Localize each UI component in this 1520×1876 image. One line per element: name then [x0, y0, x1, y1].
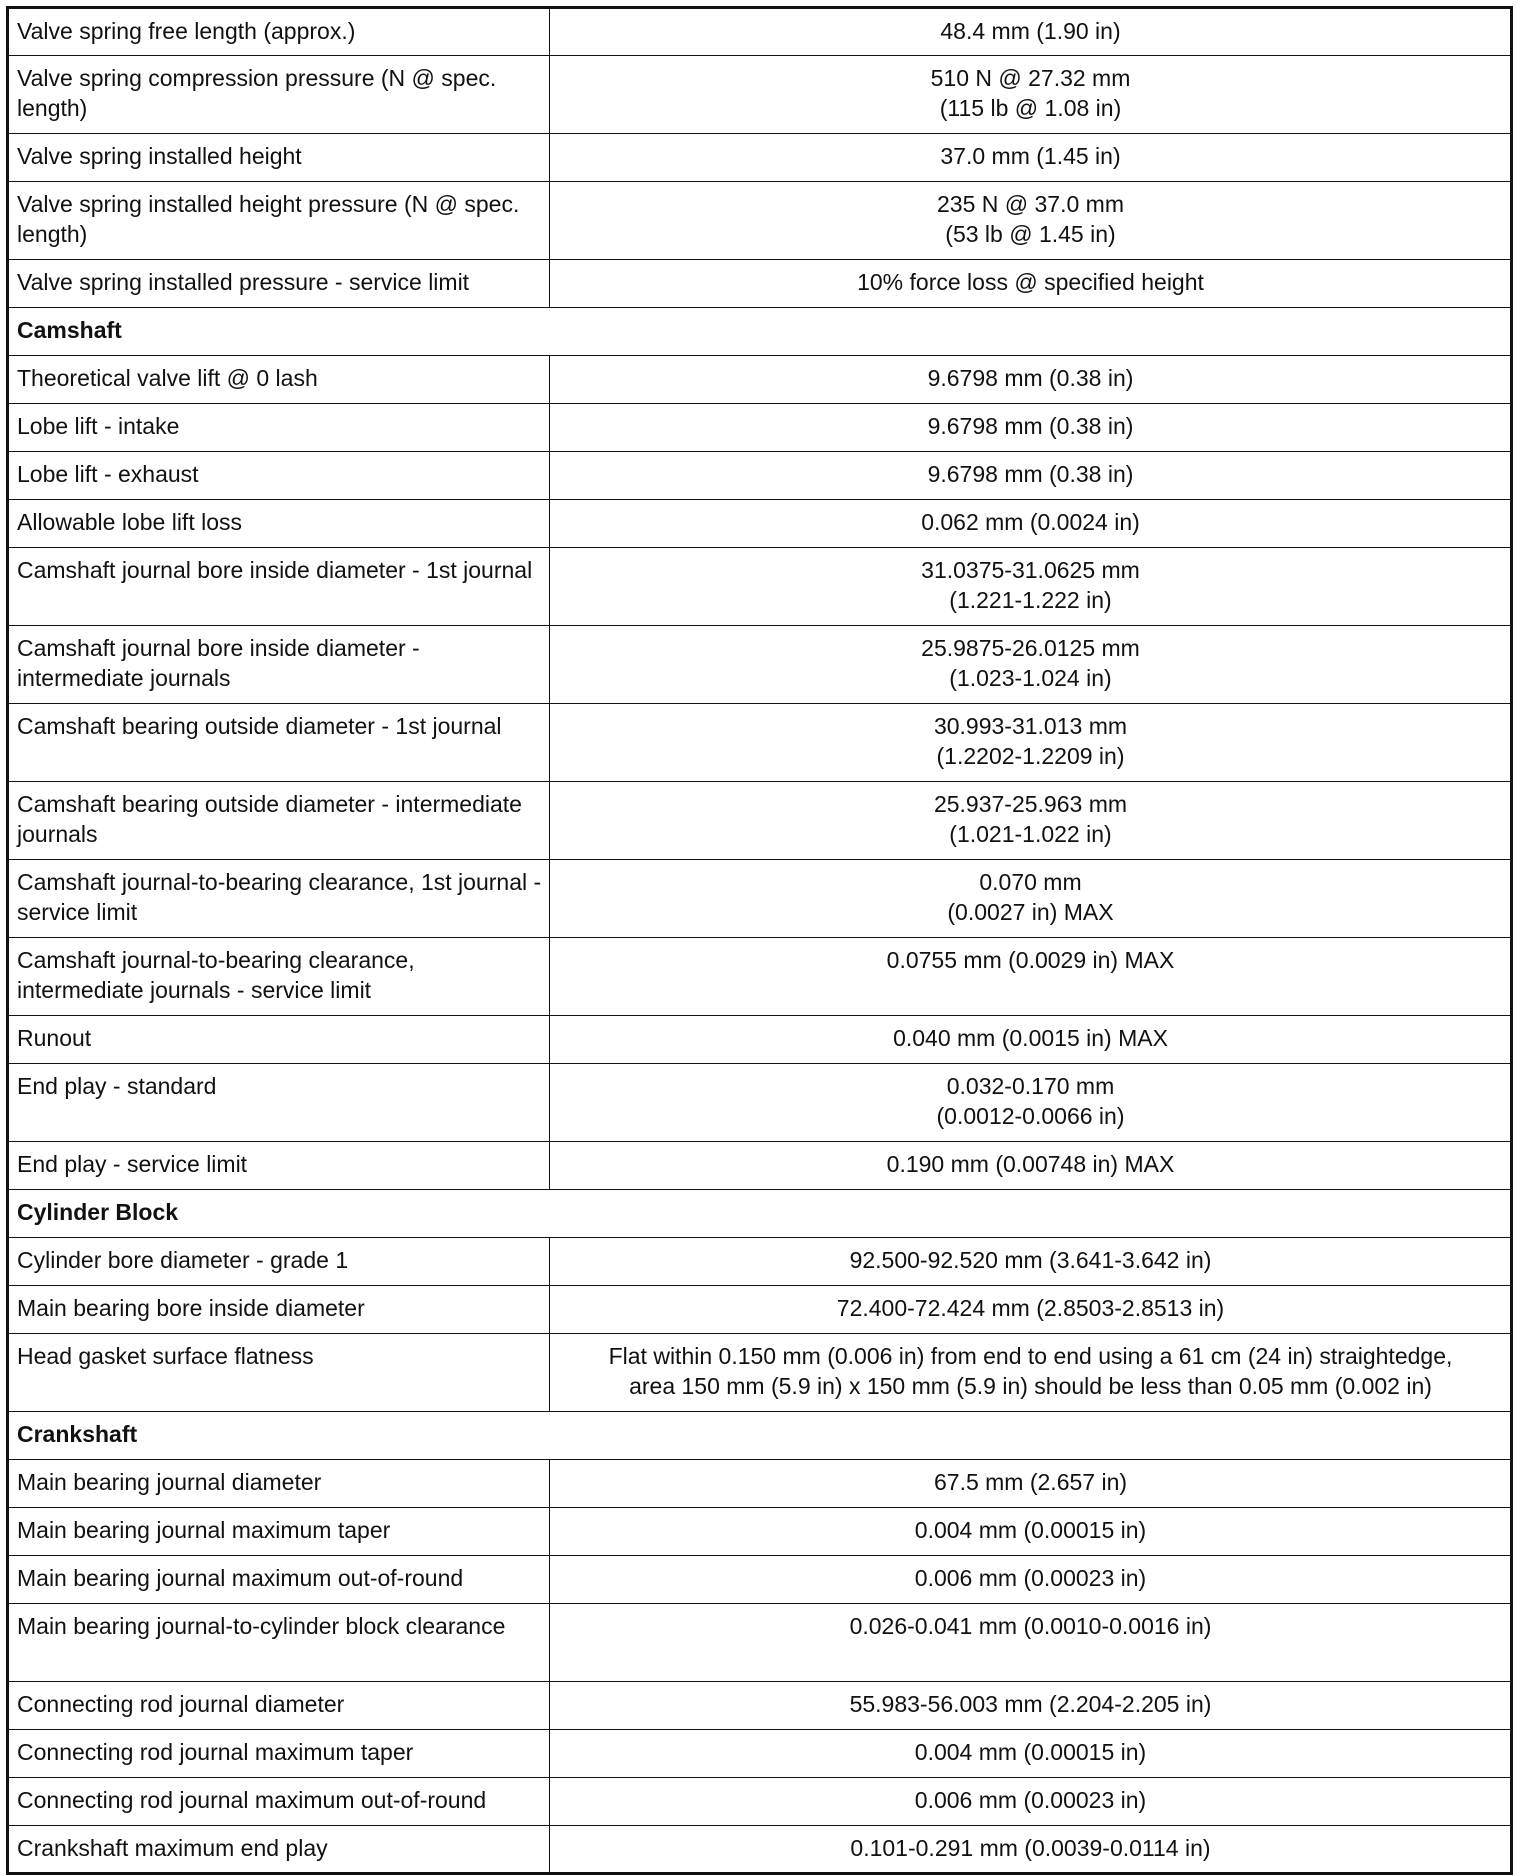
section-header-row [8, 1412, 1512, 1460]
spec-label: Main bearing journal-to-cylinder block clearance [8, 1604, 550, 1682]
spec-label: Lobe lift - exhaust [8, 452, 550, 500]
spec-row [8, 1682, 1512, 1730]
spec-row [8, 260, 1512, 308]
spec-row [8, 356, 1512, 404]
specifications-table-body [8, 8, 1512, 1874]
spec-value: 31.0375-31.0625 mm (1.221-1.222 in) [550, 548, 1512, 626]
spec-value: 0.004 mm (0.00015 in) [550, 1508, 1512, 1556]
spec-value: 30.993-31.013 mm (1.2202-1.2209 in) [550, 704, 1512, 782]
spec-label: Camshaft bearing outside diameter - 1st journal [8, 704, 550, 782]
spec-value: 510 N @ 27.32 mm (115 lb @ 1.08 in) [550, 56, 1512, 134]
spec-label: Main bearing bore inside diameter [8, 1286, 550, 1334]
spec-row [8, 1556, 1512, 1604]
spec-row [8, 500, 1512, 548]
section-header-row [8, 308, 1512, 356]
section-title: Crankshaft [8, 1412, 1512, 1460]
spec-value: 235 N @ 37.0 mm (53 lb @ 1.45 in) [550, 182, 1512, 260]
spec-value: 0.040 mm (0.0015 in) MAX [550, 1016, 1512, 1064]
spec-value: 25.9875-26.0125 mm (1.023-1.024 in) [550, 626, 1512, 704]
spec-row [8, 548, 1512, 626]
spec-label: End play - standard [8, 1064, 550, 1142]
spec-label: Theoretical valve lift @ 0 lash [8, 356, 550, 404]
spec-label: Runout [8, 1016, 550, 1064]
spec-label: Valve spring installed height pressure (N @ spec. length) [8, 182, 550, 260]
spec-value: 55.983-56.003 mm (2.204-2.205 in) [550, 1682, 1512, 1730]
spec-label: Camshaft journal bore inside diameter - 1st journal [8, 548, 550, 626]
spec-label: Allowable lobe lift loss [8, 500, 550, 548]
spec-row [8, 1016, 1512, 1064]
spec-row [8, 1142, 1512, 1190]
spec-value: 0.190 mm (0.00748 in) MAX [550, 1142, 1512, 1190]
spec-value: 72.400-72.424 mm (2.8503-2.8513 in) [550, 1286, 1512, 1334]
spec-label: Valve spring installed pressure - service limit [8, 260, 550, 308]
spec-label: End play - service limit [8, 1142, 550, 1190]
spec-label: Camshaft journal bore inside diameter - intermediate journals [8, 626, 550, 704]
spec-row [8, 1064, 1512, 1142]
spec-value: 9.6798 mm (0.38 in) [550, 452, 1512, 500]
spec-label: Valve spring compression pressure (N @ spec. length) [8, 56, 550, 134]
spec-row [8, 134, 1512, 182]
spec-row [8, 860, 1512, 938]
spec-row [8, 938, 1512, 1016]
spec-value: 10% force loss @ specified height [550, 260, 1512, 308]
spec-label: Cylinder bore diameter - grade 1 [8, 1238, 550, 1286]
spec-row [8, 1238, 1512, 1286]
spec-value: 0.032-0.170 mm (0.0012-0.0066 in) [550, 1064, 1512, 1142]
spec-value: 0.026-0.041 mm (0.0010-0.0016 in) [550, 1604, 1512, 1682]
spec-label: Camshaft bearing outside diameter - intermediate journals [8, 782, 550, 860]
spec-label: Lobe lift - intake [8, 404, 550, 452]
spec-label: Head gasket surface flatness [8, 1334, 550, 1412]
spec-row [8, 56, 1512, 134]
spec-value: 37.0 mm (1.45 in) [550, 134, 1512, 182]
spec-row [8, 782, 1512, 860]
spec-row [8, 1826, 1512, 1874]
spec-label: Camshaft journal-to-bearing clearance, 1st journal - service limit [8, 860, 550, 938]
spec-value: 9.6798 mm (0.38 in) [550, 404, 1512, 452]
specifications-table [6, 6, 1513, 1875]
spec-label: Main bearing journal maximum out-of-round [8, 1556, 550, 1604]
spec-row [8, 1778, 1512, 1826]
spec-value: 9.6798 mm (0.38 in) [550, 356, 1512, 404]
spec-row [8, 1508, 1512, 1556]
spec-value: 25.937-25.963 mm (1.021-1.022 in) [550, 782, 1512, 860]
spec-value: 0.070 mm (0.0027 in) MAX [550, 860, 1512, 938]
spec-label: Connecting rod journal maximum taper [8, 1730, 550, 1778]
spec-label: Connecting rod journal diameter [8, 1682, 550, 1730]
spec-label: Valve spring free length (approx.) [8, 8, 550, 56]
spec-value: 0.006 mm (0.00023 in) [550, 1556, 1512, 1604]
spec-row [8, 452, 1512, 500]
spec-label: Main bearing journal diameter [8, 1460, 550, 1508]
spec-value: 92.500-92.520 mm (3.641-3.642 in) [550, 1238, 1512, 1286]
spec-label: Valve spring installed height [8, 134, 550, 182]
spec-row [8, 626, 1512, 704]
section-header-row [8, 1190, 1512, 1238]
spec-row [8, 704, 1512, 782]
spec-row [8, 8, 1512, 56]
spec-value: Flat within 0.150 mm (0.006 in) from end to end using a 61 cm (24 in) straightedge, area 150 mm (5.9 in) x 150 mm (5.9 in) should be less than 0.05 mm (0.002 in) [550, 1334, 1512, 1412]
spec-row [8, 1604, 1512, 1682]
spec-row [8, 1460, 1512, 1508]
spec-value: 67.5 mm (2.657 in) [550, 1460, 1512, 1508]
spec-label: Camshaft journal-to-bearing clearance, intermediate journals - service limit [8, 938, 550, 1016]
section-title: Camshaft [8, 308, 1512, 356]
spec-label: Connecting rod journal maximum out-of-round [8, 1778, 550, 1826]
spec-row [8, 1286, 1512, 1334]
spec-label: Crankshaft maximum end play [8, 1826, 550, 1874]
spec-row [8, 182, 1512, 260]
spec-value: 0.0755 mm (0.0029 in) MAX [550, 938, 1512, 1016]
spec-value: 0.062 mm (0.0024 in) [550, 500, 1512, 548]
spec-row [8, 404, 1512, 452]
spec-value: 0.101-0.291 mm (0.0039-0.0114 in) [550, 1826, 1512, 1874]
spec-value: 0.004 mm (0.00015 in) [550, 1730, 1512, 1778]
spec-row [8, 1730, 1512, 1778]
spec-row [8, 1334, 1512, 1412]
section-title: Cylinder Block [8, 1190, 1512, 1238]
spec-value: 0.006 mm (0.00023 in) [550, 1778, 1512, 1826]
spec-value: 48.4 mm (1.90 in) [550, 8, 1512, 56]
spec-label: Main bearing journal maximum taper [8, 1508, 550, 1556]
